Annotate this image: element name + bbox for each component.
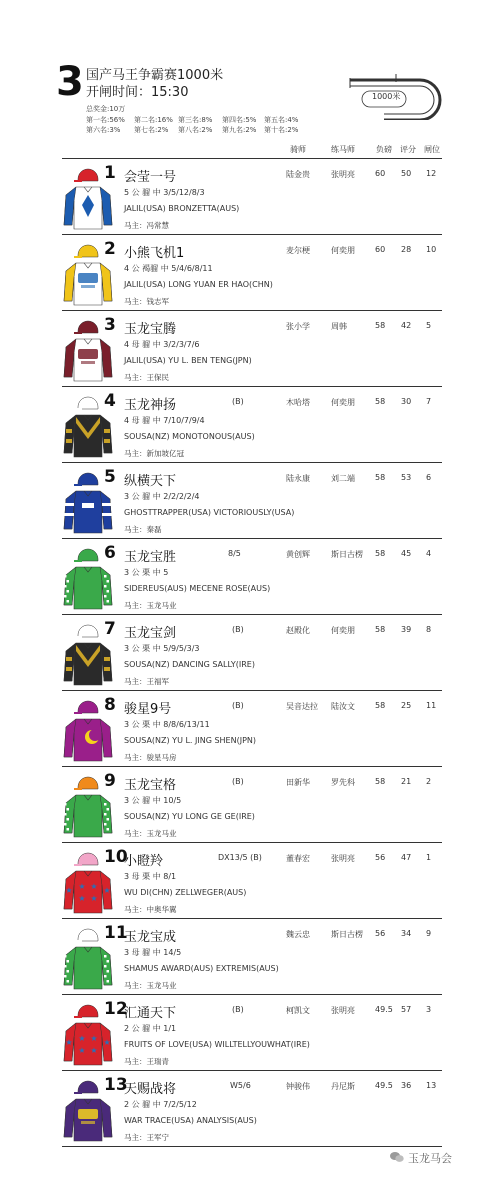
rating: 28 [401,245,412,254]
owner: 马主：玉龙马业 [124,829,177,838]
placing-share: 第一名:56% [86,116,125,124]
jockey-name: 麦尔梗 [286,246,310,255]
jockey-name: 吴音达拉 [286,702,318,711]
horse-details: 4 母 骝 中 7/10/7/9/4 [124,416,205,425]
rating: 45 [401,549,412,558]
pedigree: SOUSA(NZ) YU LONG GE GE(IRE) [124,812,255,821]
horse-name: 玉龙宝剑 [124,626,177,641]
runner-row [62,1070,442,1147]
runner-number: 11 [104,923,128,943]
runner-number: 5 [104,467,116,487]
gear-note: (B) [232,777,244,786]
pedigree: GHOSTTRAPPER(USA) VICTORIOUSLY(USA) [124,508,295,517]
trainer-name: 张明亮 [331,170,355,179]
horse-details: 3 公 骝 中 2/2/2/2/4 [124,492,200,501]
trainer-name: 斯日古楞 [331,930,363,939]
race-start-time: 开闸时间：15:30 [86,85,189,100]
horse-details: 3 母 栗 中 8/1 [124,872,177,881]
horse-details: 4 公 褐骝 中 5/4/6/8/11 [124,264,213,273]
carried-weight: 56 [375,929,386,938]
runner-number: 1 [104,163,116,183]
column-jockey: 骑师 [290,145,306,154]
column-rating: 评分 [400,145,416,154]
rating: 57 [401,1005,412,1014]
jockey-name: 田新华 [286,778,310,787]
pedigree: SOUSA(NZ) MONOTONOUS(AUS) [124,432,255,441]
horse-name: 纵横天下 [124,474,177,489]
jockey-name: 钟骏伟 [286,1082,310,1091]
trainer-name: 何奕朋 [331,246,355,255]
race-header [0,0,500,158]
trainer-name: 何奕朋 [331,398,355,407]
jockey-name: 董春宏 [286,854,310,863]
trainer-name: 何奕朋 [331,626,355,635]
owner: 马主：玉龙马业 [124,601,177,610]
placing-share: 第五名:4% [264,116,299,124]
horse-details: 3 母 骝 中 14/5 [124,948,182,957]
horse-name: 会莹一号 [124,170,177,185]
gate-draw: 11 [426,701,437,710]
horse-name: 小瞪羚 [124,854,164,869]
owner: 马主：王保民 [124,373,169,382]
pedigree: FRUITS OF LOVE(USA) WILLTELLYOUWHAT(IRE) [124,1040,310,1049]
jockey-name: 陆永康 [286,474,310,483]
jockey-name: 陆金贵 [286,170,310,179]
horse-name: 天赐战将 [124,1082,177,1097]
gate-draw: 7 [426,397,432,406]
runner-number: 7 [104,619,116,639]
placing-share: 第三名:8% [178,116,213,124]
column-gate: 闸位 [424,145,440,154]
horse-details: 3 公 骝 中 10/5 [124,796,182,805]
runner-row [62,614,442,691]
runner-row [62,918,442,995]
pedigree: WU DI(CHN) ZELLWEGER(AUS) [124,888,247,897]
gear-note: (B) [232,625,244,634]
trainer-name: 陆汝文 [331,702,355,711]
rating: 21 [401,777,412,786]
owner: 马主：新加坡亿冠 [124,449,184,458]
carried-weight: 58 [375,321,386,330]
horse-details: 3 公 栗 中 5 [124,568,169,577]
carried-weight: 49.5 [375,1005,393,1014]
runner-row [62,842,442,919]
gate-draw: 1 [426,853,432,862]
runner-row [62,690,442,767]
placing-share: 第二名:16% [134,116,173,124]
runner-row [62,310,442,387]
svg-text:★: ★ [65,886,73,895]
total-purse: 总奖金:10万 [86,105,126,113]
trainer-name: 罗先科 [331,778,355,787]
runner-row [62,234,442,311]
runner-row [62,538,442,615]
gear-note: (B) [232,701,244,710]
owner: 马主：王瑞青 [124,1057,169,1066]
horse-name: 汇通天下 [124,1006,177,1021]
trainer-name: 张明亮 [331,854,355,863]
rating: 42 [401,321,412,330]
carried-weight: 58 [375,397,386,406]
carried-weight: 56 [375,853,386,862]
jockey-name: 赵殿化 [286,626,310,635]
horse-details: 2 公 骝 中 1/1 [124,1024,177,1033]
pedigree: JALIL(USA) YU L. BEN TENG(JPN) [124,356,252,365]
trainer-name: 斯日古楞 [331,550,363,559]
pedigree: SOUSA(NZ) YU L. JING SHEN(JPN) [124,736,256,745]
placing-share: 第八名:2% [178,126,213,134]
carried-weight: 60 [375,245,386,254]
owner: 马主：冯常慧 [124,221,169,230]
horse-details: 3 公 栗 中 8/8/6/13/11 [124,720,210,729]
column-trainer: 练马师 [331,145,355,154]
rating: 50 [401,169,412,178]
bottom-divider [62,1146,442,1147]
placing-share: 第七名:2% [134,126,169,134]
trainer-name: 周韩 [331,322,347,331]
runner-number: 13 [104,1075,128,1095]
rating: 30 [401,397,412,406]
runner-number: 12 [104,999,128,1019]
svg-text:★: ★ [78,1034,86,1043]
watermark: 玉龙马会 [408,1152,452,1165]
carried-weight: 58 [375,549,386,558]
race-number: 3 [56,59,84,105]
pedigree: SOUSA(NZ) DANCING SALLY(IRE) [124,660,255,669]
horse-name: 玉龙宝成 [124,930,177,945]
trainer-name: 丹尼斯 [331,1082,355,1091]
horse-name: 玉龙宝格 [124,778,177,793]
gear-note: 8/5 [228,549,241,558]
wechat-icon [390,1151,404,1163]
owner: 马主：王福军 [124,677,169,686]
jockey-name: 张小学 [286,322,310,331]
owner: 马主：钱志军 [124,297,169,306]
svg-text:★: ★ [90,1046,98,1055]
svg-text:★: ★ [103,1038,111,1047]
rating: 36 [401,1081,412,1090]
runner-row [62,386,442,463]
carried-weight: 58 [375,473,386,482]
runner-row [62,994,442,1071]
svg-text:★: ★ [78,894,86,903]
trainer-name: 张明亮 [331,1006,355,1015]
race-title: 国产马王争霸赛1000米 [86,68,224,83]
rating: 34 [401,929,412,938]
carried-weight: 58 [375,625,386,634]
gear-note: (B) [232,1005,244,1014]
placing-share: 第四名:5% [222,116,257,124]
column-weight: 负磅 [376,145,392,154]
jockey-name: 木哈塔 [286,398,310,407]
runner-number: 4 [104,391,116,411]
horse-details: 4 母 骝 中 3/2/3/7/6 [124,340,200,349]
horse-name: 玉龙神扬 [124,398,177,413]
pedigree: SHAMUS AWARD(AUS) EXTREMIS(AUS) [124,964,279,973]
owner: 马主：骏星马房 [124,753,177,762]
gate-draw: 8 [426,625,432,634]
jockey-name: 魏云忠 [286,930,310,939]
svg-text:★: ★ [90,1034,98,1043]
runner-number: 2 [104,239,116,259]
horse-name: 小熊飞机1 [124,246,185,261]
jockey-name: 黄创辉 [286,550,310,559]
gear-note: W5/6 [230,1081,251,1090]
owner: 马主：王军宁 [124,1133,169,1142]
pedigree: JALIL(USA) LONG YUAN ER HAO(CHN) [124,280,273,289]
svg-text:★: ★ [90,894,98,903]
svg-text:★: ★ [78,882,86,891]
carried-weight: 58 [375,701,386,710]
horse-details: 5 公 骝 中 3/5/12/8/3 [124,188,205,197]
runner-row [62,766,442,843]
gate-draw: 3 [426,1005,432,1014]
runner-number: 8 [104,695,116,715]
owner: 马主：玉龙马业 [124,981,177,990]
gear-note: DX13/5 (B) [218,853,262,862]
horse-name: 玉龙宝胜 [124,550,177,565]
jockey-name: 柯凯文 [286,1006,310,1015]
owner: 马主：中奥华翼 [124,905,177,914]
carried-weight: 58 [375,777,386,786]
runner-number: 10 [104,847,128,867]
horse-name: 玉龙宝腾 [124,322,177,337]
placing-share: 第九名:2% [222,126,257,134]
carried-weight: 60 [375,169,386,178]
rating: 47 [401,853,412,862]
gate-draw: 13 [426,1081,437,1090]
carried-weight: 49.5 [375,1081,393,1090]
gate-draw: 2 [426,777,432,786]
pedigree: WAR TRACE(USA) ANALYSIS(AUS) [124,1116,257,1125]
svg-text:★: ★ [103,886,111,895]
rating: 39 [401,625,412,634]
rating: 25 [401,701,412,710]
horse-details: 3 公 栗 中 5/9/5/3/3 [124,644,200,653]
svg-text:★: ★ [78,1046,86,1055]
gear-note: (B) [232,397,244,406]
runner-row [62,462,442,539]
placing-share: 第六名:3% [86,126,121,134]
race-distance: 1000米 [372,92,401,101]
horse-name: 骏星9号 [124,702,172,717]
placing-share: 第十名:2% [264,126,299,134]
gate-draw: 6 [426,473,432,482]
svg-text:★: ★ [65,1038,73,1047]
trainer-name: 刘二端 [331,474,355,483]
gate-draw: 12 [426,169,437,178]
svg-text:★: ★ [90,882,98,891]
horse-details: 2 公 骝 中 7/2/5/12 [124,1100,197,1109]
rating: 53 [401,473,412,482]
pedigree: JALIL(USA) BRONZETTA(AUS) [124,204,240,213]
gate-draw: 4 [426,549,432,558]
gate-draw: 5 [426,321,432,330]
pedigree: SIDEREUS(AUS) MECENE ROSE(AUS) [124,584,271,593]
gate-draw: 9 [426,929,432,938]
runner-number: 9 [104,771,116,791]
runner-number: 6 [104,543,116,563]
runner-row [62,158,442,235]
gate-draw: 10 [426,245,437,254]
runner-number: 3 [104,315,116,335]
owner: 马主：秦磊 [124,525,162,534]
